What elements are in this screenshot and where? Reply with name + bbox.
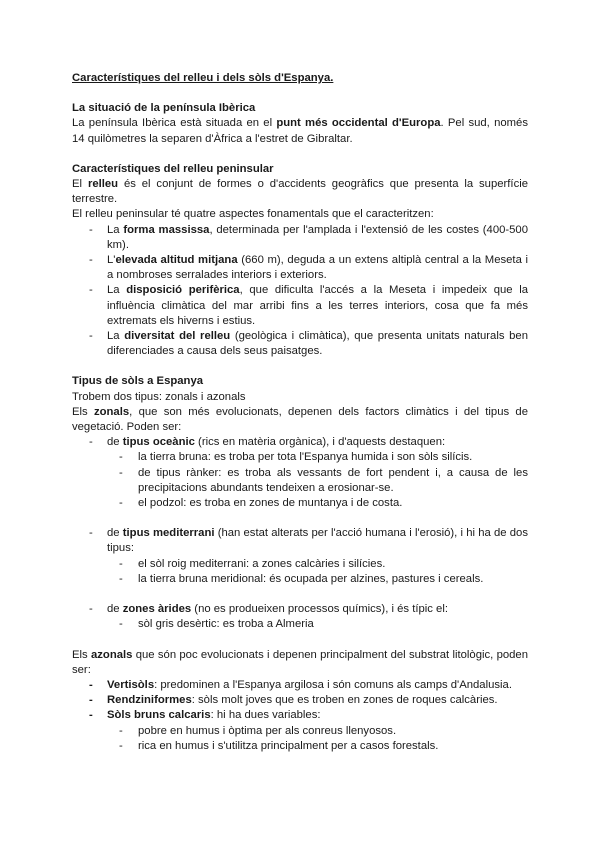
list-item: - La diversitat del relleu (geològica i climàtica), que presenta unitats naturals ben diferenciades a causa dels seus paisatges. (89, 330, 528, 358)
list-item: - de tipus oceànic (rics en matèria orgànica), i d'aquests destaquen: - la tierra bruna: es troba per tota l'Espanya humida i son sòls silícis. - de tipus rànker: es troba als vessants de fort pendent i, a causa de les precipitacions abundants tendeixen a erosionar-se. - el podzol: es troba en zones de muntanya i de costa. (72, 435, 528, 511)
paragraph-zonals: Els zonals, que son més evolucionats, depenen dels factors climàtics i del tipus de vegetació. Poden ser: (72, 405, 528, 434)
zonals-oceanic-list (72, 435, 528, 511)
relleu-aspects-list (72, 223, 528, 360)
section-heading-relleu: Característiques del relleu peninsular (72, 162, 274, 175)
zonals-mediterrani-list (72, 526, 528, 587)
paragraph-relleu-definition: El relleu és el conjunt de formes o d'accidents geogràfics que presenta la superfície terrestre. (72, 178, 529, 206)
list-item: - Sòls bruns calcaris: hi ha dues variables: - pobre en humus i òptima per als conreus llenyosos. - rica en humus i s'utilitza principalment per a casos forestals. (72, 708, 528, 754)
sublist-item: - rica en humus i s'utilitza principalment per a casos forestals. (119, 739, 439, 752)
list-item: - L'elevada altitud mitjana (660 m), deguda a un extens altiplà central a la Meseta i a nombroses serralades interiors i exteriors. (89, 254, 528, 282)
list-item: - Rendziniformes: sòls molt joves que es troben en zones de roques calcàries. (89, 694, 498, 707)
sublist-item: - sòl gris desèrtic: es troba a Almeria (119, 618, 314, 631)
document-title: Característiques del relleu i dels sòls d'Espanya. (72, 72, 334, 84)
sublist-item: - la tierra bruna meridional: és ocupada per alzines, pastures i cereals. (119, 572, 484, 585)
section-heading-situacio: La situació de la península Ibèrica (72, 102, 256, 115)
document-content (72, 71, 528, 754)
list-item: - de tipus mediterrani (han estat alterats per l'acció humana i l'erosió), i hi ha de dos tipus: - el sòl roig mediterrani: a zones calcàries i silícies. - la tierra bruna meridional: és ocupada per alzines, pastures i cereals. (72, 526, 528, 587)
sublist-item: - la tierra bruna: es troba per tota l'Espanya humida i son sòls silícis. (119, 451, 473, 464)
azonals-list (72, 678, 528, 754)
section-heading-sols: Tipus de sòls a Espanya (72, 375, 204, 388)
list-item: - La disposició perifèrica, que dificulta l'accés a la Meseta i impedeix que la influència climàtica del mar arribi fins a les terres interiors, cosa que fa més extremats els hiverns i estius. (89, 284, 528, 327)
sublist (103, 557, 528, 587)
list-item: - La forma massissa, determinada per l'amplada i l'extensió de les costes (400-500 km). (89, 223, 528, 251)
list-item: - Vertisòls: predominen a l'Espanya argilosa i són comuns als camps d'Andalusia. (89, 678, 512, 691)
sublist (103, 617, 528, 632)
paragraph-sols-intro: Trobem dos tipus: zonals i azonals (72, 390, 246, 403)
paragraph-situacio: La península Ibèrica està situada en el punt més occidental d'Europa. Pel sud, només 14 quilòmetres la separen d'Àfrica a l'estret de Gibraltar. (72, 117, 528, 145)
sublist (103, 724, 528, 754)
list-item: - de zones àrides (no es produeixen processos químics), i és típic el: - sòl gris desèrtic: es troba a Almeria (72, 602, 528, 632)
zonals-arides-list (72, 602, 528, 632)
sublist-item: - el sòl roig mediterrani: a zones calcàries i silícies. (119, 557, 386, 570)
sublist (103, 450, 528, 511)
sublist-item: - de tipus rànker: es troba als vessants de fort pendent i, a causa de les precipitacions abundants tendeixen a erosionar-se. (119, 466, 528, 494)
paragraph-azonals: Els azonals que són poc evolucionats i depenen principalment del substrat litològic, poden ser: (72, 648, 528, 676)
paragraph-relleu-intro: El relleu peninsular té quatre aspectes fonamentals que el caracteritzen: (72, 208, 434, 221)
sublist-item: - el podzol: es troba en zones de muntanya i de costa. (119, 497, 403, 510)
sublist-item: - pobre en humus i òptima per als conreus llenyosos. (119, 724, 397, 737)
